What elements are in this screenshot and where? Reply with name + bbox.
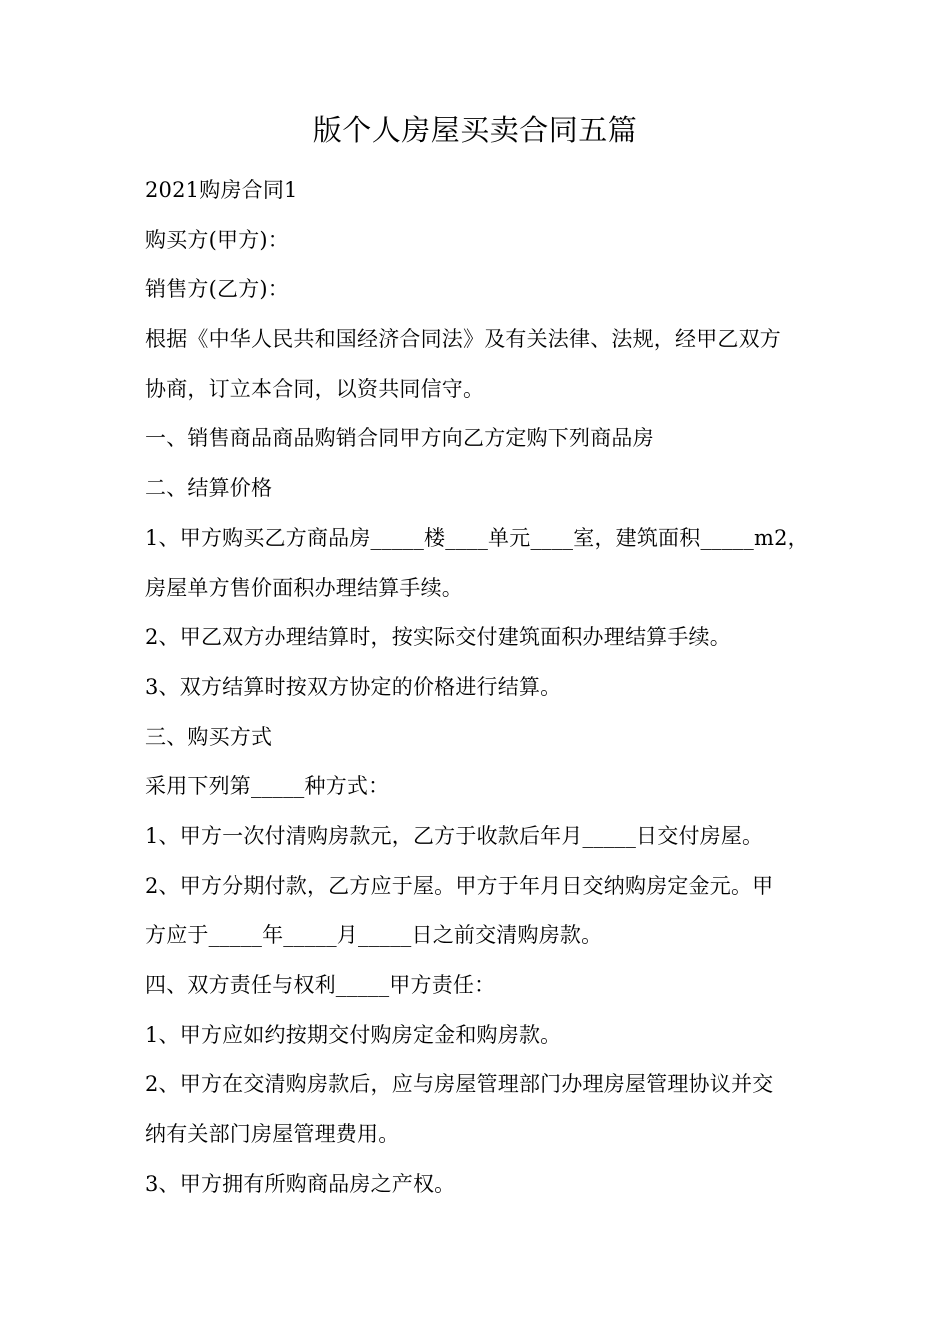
text-line: 2、甲方在交清购房款后，应与房屋管理部门办理房屋管理协议并交: [145, 1072, 774, 1097]
document-body: [145, 166, 817, 1209]
text-line: 方应于_____年_____月_____日之前交清购房款。: [145, 923, 603, 948]
text-line: 2021购房合同1: [145, 178, 298, 202]
text-line: 三、购买方式: [145, 724, 273, 749]
text-line: 2、甲方分期付款，乙方应于屋。甲方于年月日交纳购房定金元。甲: [145, 873, 774, 898]
text-line: 2、甲乙双方办理结算时，按实际交付建筑面积办理结算手续。: [145, 625, 731, 650]
text-line: 房屋单方售价面积办理结算手续。: [145, 575, 463, 600]
text-line: 纳有关部门房屋管理费用。: [145, 1122, 400, 1147]
text-line: 四、双方责任与权利_____甲方责任：: [145, 973, 496, 997]
text-line: 1、甲方应如约按期交付购房定金和购房款。: [145, 1022, 562, 1047]
text-line: 3、甲方拥有所购商品房之产权。: [145, 1171, 456, 1196]
text-line: 采用下列第_____种方式：: [145, 774, 390, 799]
text-line: 购买方(甲方)：: [145, 227, 289, 252]
text-line: 销售方(乙方)：: [145, 277, 289, 302]
text-line: 1、甲方一次付清购房款元，乙方于收款后年月_____日交付房屋。: [145, 823, 764, 848]
text-line: 一、销售商品商品购销合同甲方向乙方定购下列商品房: [145, 426, 654, 451]
text-line: 二、结算价格: [145, 476, 273, 501]
text-line: 协商，订立本合同，以资共同信守。: [145, 376, 485, 401]
document-title: 版个人房屋买卖合同五篇: [312, 113, 638, 147]
text-line: 3、双方结算时按双方协定的价格进行结算。: [145, 674, 562, 699]
text-line: 根据《中华人民共和国经济合同法》及有关法律、法规，经甲乙双方: [145, 327, 781, 352]
text-line: 1、甲方购买乙方商品房_____楼____单元____室，建筑面积_____m2，: [145, 525, 809, 550]
